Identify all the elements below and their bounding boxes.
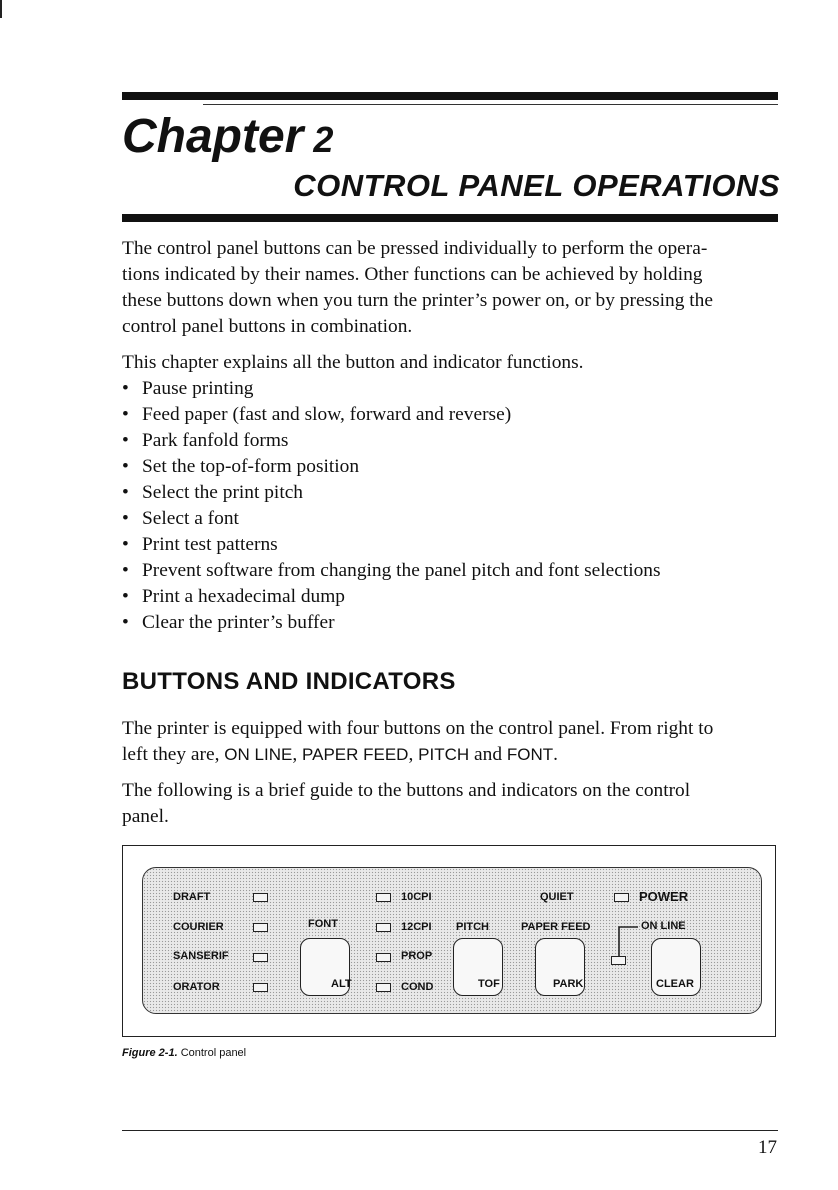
button-label-park: PARK — [553, 978, 584, 990]
led-courier — [253, 923, 268, 932]
led-orator — [253, 983, 268, 992]
indicator-label-prop: PROP — [401, 950, 433, 962]
led-draft — [253, 893, 268, 902]
section-heading: BUTTONS AND INDICATORS — [122, 668, 456, 695]
buttons-paragraph-line: The printer is equipped with four buttons on the control panel. From right to — [122, 718, 714, 739]
led-online — [611, 956, 626, 965]
indicator-label-sanserif: SANSERIF — [173, 950, 229, 962]
list-item: • Pause printing — [122, 378, 254, 399]
button-label-online: ON LINE — [641, 920, 686, 932]
guide-paragraph — [122, 778, 778, 830]
button-label-paperfeed: PAPER FEED — [521, 921, 591, 933]
button-label-font: FONT — [308, 918, 338, 930]
list-item: • Set the top-of-form position — [122, 456, 360, 477]
list-item: • Clear the printer’s buffer — [122, 612, 335, 633]
chapter-title: CONTROL PANEL OPERATIONS — [293, 168, 780, 203]
button-label-alt: ALT — [331, 978, 352, 990]
led-12cpi — [376, 923, 391, 932]
chapter-heading — [122, 109, 333, 164]
function-list — [122, 376, 661, 636]
intro-line: these buttons down when you turn the printer’s power on, or by pressing the — [122, 290, 713, 311]
list-item: • Feed paper (fast and slow, forward and reverse) — [122, 404, 512, 425]
figure-label: Figure 2-1. — [122, 1047, 178, 1059]
indicator-label-quiet: QUIET — [540, 891, 574, 903]
page-edge-mark — [0, 0, 2, 18]
button-label-tof: TOF — [478, 978, 500, 990]
button-label-clear: CLEAR — [656, 978, 694, 990]
led-cond — [376, 983, 391, 992]
page-number: 17 — [758, 1137, 777, 1158]
indicator-label-cond: COND — [401, 981, 434, 993]
intro-line: control panel buttons in combination. — [122, 316, 413, 337]
list-item: • Park fanfold forms — [122, 430, 289, 451]
control-panel-illustration — [142, 867, 762, 1014]
indicator-label-orator: ORATOR — [173, 981, 220, 993]
button-name-font: FONT — [506, 745, 554, 764]
intro-line: tions indicated by their names. Other functions can be achieved by holding — [122, 264, 703, 285]
footer-rule — [122, 1130, 778, 1131]
list-item: • Select the print pitch — [122, 482, 304, 503]
indicator-label-power: POWER — [639, 889, 689, 904]
led-power — [614, 893, 629, 902]
indicator-label-10cpi: 10CPI — [401, 891, 432, 903]
button-name-pitch: PITCH — [418, 745, 470, 764]
header-top-rule — [122, 92, 778, 100]
list-item: • Prevent software from changing the panel pitch and font selections — [122, 560, 661, 581]
led-prop — [376, 953, 391, 962]
intro-paragraph — [122, 236, 778, 340]
guide-line: The following is a brief guide to the buttons and indicators on the control — [122, 780, 691, 801]
led-sanserif — [253, 953, 268, 962]
led-10cpi — [376, 893, 391, 902]
chapter-summary: This chapter explains all the button and indicator functions. — [122, 352, 584, 373]
list-item: • Print a hexadecimal dump — [122, 586, 346, 607]
online-indicator-connector — [617, 923, 639, 958]
intro-line: The control panel buttons can be pressed individually to perform the opera- — [122, 238, 708, 259]
figure-caption — [122, 1047, 246, 1059]
figure-caption-text: Control panel — [180, 1047, 247, 1059]
buttons-paragraph — [122, 716, 778, 768]
button-name-online: ON LINE — [224, 745, 293, 764]
button-label-pitch: PITCH — [456, 921, 489, 933]
indicator-label-12cpi: 12CPI — [401, 921, 432, 933]
buttons-paragraph-line: left they are, ON LINE, PAPER FEED, PITCH and FONT. — [122, 744, 559, 765]
list-item: • Print test patterns — [122, 534, 278, 555]
header-thin-rule — [203, 104, 778, 105]
guide-line: panel. — [122, 806, 169, 827]
list-item: • Select a font — [122, 508, 239, 529]
chapter-number: 2 — [313, 119, 334, 160]
chapter-label: Chapter — [122, 110, 304, 163]
indicator-label-draft: DRAFT — [173, 891, 211, 903]
header-bottom-rule — [122, 214, 778, 222]
button-name-paperfeed: PAPER FEED — [302, 745, 409, 764]
figure-frame — [122, 845, 776, 1037]
indicator-label-courier: COURIER — [173, 921, 224, 933]
